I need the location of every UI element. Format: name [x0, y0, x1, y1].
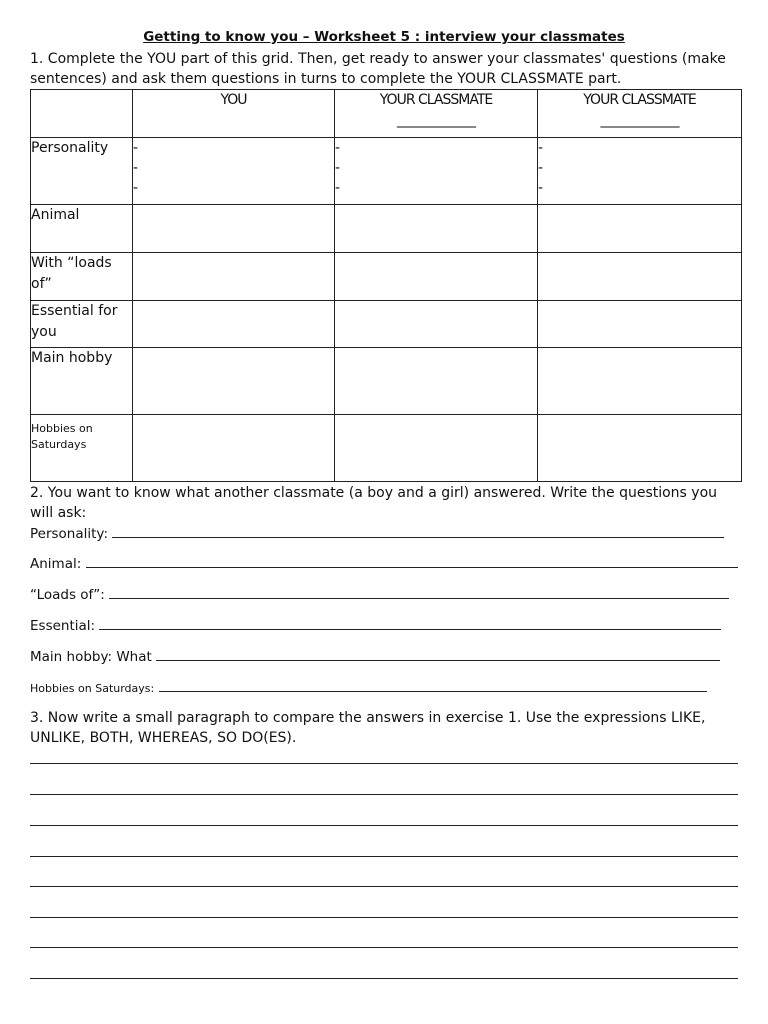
exercise-2-instruction: 2. You want to know what another classmate (a boy and a girl) answered. Write the questions you will ask:	[30, 485, 718, 521]
answer-cell-classmate-2[interactable]	[538, 253, 742, 301]
grid-row-personality	[31, 138, 742, 205]
answer-blank[interactable]	[99, 619, 721, 630]
answer-cell-classmate-1[interactable]	[335, 205, 538, 253]
classmate-name-blank[interactable]: _____________	[600, 112, 679, 128]
question-label: Main hobby: What	[30, 649, 152, 665]
writing-line[interactable]	[30, 856, 738, 857]
answer-cell-you[interactable]	[133, 301, 335, 348]
answer-cell-classmate-1[interactable]	[335, 253, 538, 301]
question-label: Personality:	[30, 526, 108, 542]
row-label: With “loads of”	[31, 253, 133, 301]
row-label: Main hobby	[31, 348, 133, 415]
answer-cell-classmate-2[interactable]	[538, 415, 742, 482]
question-line-saturday-hobbies	[30, 680, 742, 696]
answer-blank[interactable]	[86, 557, 738, 568]
question-line-main-hobby	[30, 649, 742, 665]
answer-cell-you[interactable]	[133, 348, 335, 415]
exercise-3-instruction: 3. Now write a small paragraph to compare the answers in exercise 1. Use the expressions LIKE, UNLIKE, BOTH, WHEREAS, SO DO(ES).	[30, 710, 706, 746]
column-header-classmate-2	[538, 90, 742, 138]
row-label: Animal	[31, 205, 133, 253]
writing-line[interactable]	[30, 917, 738, 918]
question-label: Hobbies on Saturdays:	[30, 682, 155, 695]
grid-row-loads-of	[31, 253, 742, 301]
writing-line[interactable]	[30, 825, 738, 826]
column-header-label: YOUR CLASSMATE	[379, 92, 493, 108]
question-label: Essential:	[30, 618, 96, 634]
answer-cell-classmate-1[interactable]	[335, 138, 538, 205]
column-header-you	[133, 90, 335, 138]
worksheet-title: Getting to know you – Worksheet 5 : interview your classmates	[143, 29, 625, 45]
answer-cell-classmate-2[interactable]	[538, 348, 742, 415]
grid-row-essential	[31, 301, 742, 348]
answer-cell-classmate-1[interactable]	[335, 348, 538, 415]
answer-cell-you[interactable]	[133, 138, 335, 205]
answer-cell-classmate-2[interactable]	[538, 138, 742, 205]
grid-header-row	[31, 90, 742, 138]
question-line-essential	[30, 618, 742, 634]
column-header-label: YOUR CLASSMATE	[583, 92, 696, 108]
question-label: Animal:	[30, 556, 82, 572]
grid-row-animal	[31, 205, 742, 253]
dash-bullet: -	[335, 180, 341, 196]
classmate-name-blank[interactable]: _____________	[397, 112, 475, 128]
dash-bullet: -	[538, 180, 544, 196]
interview-grid	[30, 89, 742, 482]
column-header-classmate-1	[335, 90, 538, 138]
grid-row-saturday-hobbies	[31, 415, 742, 482]
dash-bullet: -	[538, 140, 544, 156]
dash-bullet: -	[133, 140, 139, 156]
answer-blank[interactable]	[112, 527, 724, 538]
writing-line[interactable]	[30, 947, 738, 948]
answer-cell-you[interactable]	[133, 415, 335, 482]
writing-line[interactable]	[30, 886, 738, 887]
grid-row-main-hobby	[31, 348, 742, 415]
dash-bullet: -	[538, 160, 544, 176]
answer-cell-classmate-2[interactable]	[538, 205, 742, 253]
exercise-1-instruction: 1. Complete the YOU part of this grid. Then, get ready to answer your classmates' questions (make sentences) and ask them questions in turns to complete the YOUR CLASSMATE part.	[30, 51, 726, 87]
row-label: Personality	[31, 138, 133, 205]
answer-blank[interactable]	[159, 681, 707, 692]
answer-cell-classmate-1[interactable]	[335, 301, 538, 348]
answer-cell-classmate-1[interactable]	[335, 415, 538, 482]
question-line-personality	[30, 526, 742, 542]
answer-cell-classmate-2[interactable]	[538, 301, 742, 348]
question-line-loads-of	[30, 587, 742, 603]
writing-line[interactable]	[30, 794, 738, 795]
answer-cell-you[interactable]	[133, 205, 335, 253]
answer-cell-you[interactable]	[133, 253, 335, 301]
answer-blank[interactable]	[109, 588, 729, 599]
dash-bullet: -	[133, 160, 139, 176]
row-label: Essential for you	[31, 301, 133, 348]
dash-bullet: -	[133, 180, 139, 196]
grid-corner-cell	[31, 90, 133, 138]
answer-blank[interactable]	[156, 650, 720, 661]
dash-bullet: -	[335, 160, 341, 176]
question-line-animal	[30, 556, 742, 572]
writing-line[interactable]	[30, 978, 738, 979]
column-header-label: YOU	[220, 92, 247, 108]
row-label: Hobbies on Saturdays	[31, 415, 133, 482]
question-label: “Loads of”:	[30, 587, 105, 603]
writing-line[interactable]	[30, 763, 738, 764]
dash-bullet: -	[335, 140, 341, 156]
